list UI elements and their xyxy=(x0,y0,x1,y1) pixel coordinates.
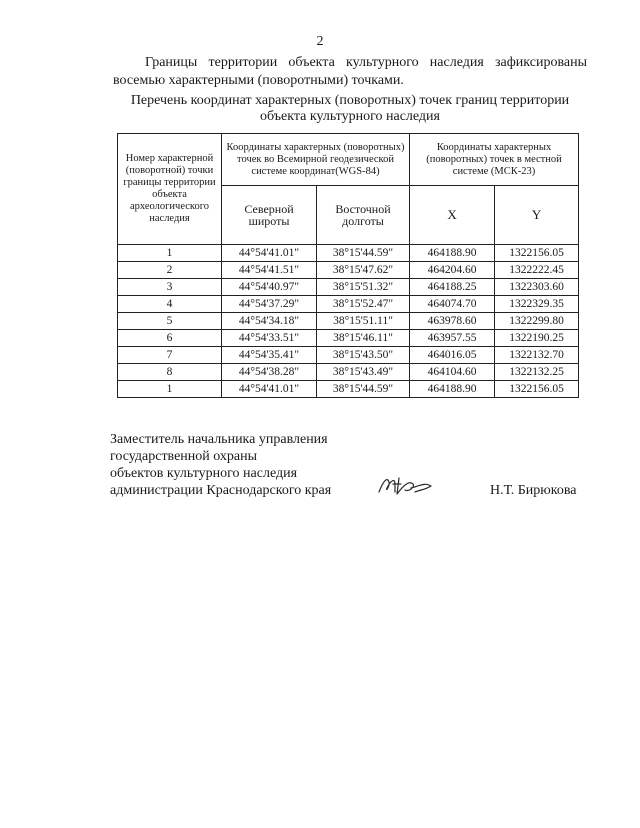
header-msk23: Координаты характерных (поворотных) точек в местной системе (МСК-23) xyxy=(410,134,579,186)
table-title xyxy=(113,93,587,125)
cell-latitude: 44°54'41.01" xyxy=(222,245,317,262)
cell-x: 464016.05 xyxy=(410,347,495,364)
coordinates-table xyxy=(117,133,579,398)
cell-x: 464188.90 xyxy=(410,245,495,262)
cell-point-number: 4 xyxy=(118,296,222,313)
cell-longitude: 38°15'43.49" xyxy=(317,364,410,381)
cell-longitude: 38°15'46.11" xyxy=(317,330,410,347)
cell-longitude: 38°15'52.47" xyxy=(317,296,410,313)
cell-latitude: 44°54'35.41" xyxy=(222,347,317,364)
header-longitude: Восточной долготы xyxy=(317,186,410,245)
cell-longitude: 38°15'51.11" xyxy=(317,313,410,330)
table-row xyxy=(118,381,579,398)
cell-point-number: 5 xyxy=(118,313,222,330)
cell-latitude: 44°54'33.51" xyxy=(222,330,317,347)
table-row xyxy=(118,330,579,347)
position-line-4: администрации Краснодарского края xyxy=(110,483,332,498)
cell-latitude: 44°54'40.97" xyxy=(222,279,317,296)
cell-point-number: 7 xyxy=(118,347,222,364)
position-line-1: Заместитель начальника управления xyxy=(110,432,328,447)
header-wgs84: Координаты характерных (поворотных) точек во Всемирной геодезической системе координат(WGS-84) xyxy=(222,134,410,186)
cell-point-number: 2 xyxy=(118,262,222,279)
cell-latitude: 44°54'41.51" xyxy=(222,262,317,279)
cell-x: 464188.90 xyxy=(410,381,495,398)
cell-point-number: 1 xyxy=(118,245,222,262)
cell-y: 1322299.80 xyxy=(495,313,579,330)
table-row xyxy=(118,279,579,296)
page-number: 2 xyxy=(316,34,324,49)
cell-longitude: 38°15'47.62" xyxy=(317,262,410,279)
cell-x: 464188.25 xyxy=(410,279,495,296)
cell-y: 1322222.45 xyxy=(495,262,579,279)
cell-y: 1322156.05 xyxy=(495,381,579,398)
cell-latitude: 44°54'38.28" xyxy=(222,364,317,381)
signatory-name: Н.Т. Бирюкова xyxy=(490,483,577,498)
cell-latitude: 44°54'41.01" xyxy=(222,381,317,398)
table-row xyxy=(118,296,579,313)
table-row xyxy=(118,347,579,364)
cell-point-number: 8 xyxy=(118,364,222,381)
cell-point-number: 6 xyxy=(118,330,222,347)
table-row xyxy=(118,262,579,279)
cell-longitude: 38°15'44.59" xyxy=(317,381,410,398)
table-row xyxy=(118,313,579,330)
cell-y: 1322156.05 xyxy=(495,245,579,262)
cell-longitude: 38°15'43.50" xyxy=(317,347,410,364)
intro-paragraph: Границы территории объекта культурного наследия зафиксированы восемью характерными (поворотными) точками. xyxy=(113,55,587,88)
header-latitude: Северной широты xyxy=(222,186,317,245)
cell-longitude: 38°15'44.59" xyxy=(317,245,410,262)
cell-y: 1322190.25 xyxy=(495,330,579,347)
table-row xyxy=(118,245,579,262)
cell-x: 464104.60 xyxy=(410,364,495,381)
cell-latitude: 44°54'37.29" xyxy=(222,296,317,313)
cell-y: 1322132.70 xyxy=(495,347,579,364)
cell-point-number: 3 xyxy=(118,279,222,296)
cell-y: 1322132.25 xyxy=(495,364,579,381)
cell-latitude: 44°54'34.18" xyxy=(222,313,317,330)
cell-y: 1322329.35 xyxy=(495,296,579,313)
cell-y: 1322303.60 xyxy=(495,279,579,296)
header-y: Y xyxy=(495,186,579,245)
table-row xyxy=(118,364,579,381)
position-line-3: объектов культурного наследия xyxy=(110,466,298,481)
cell-x: 463957.55 xyxy=(410,330,495,347)
signatory-position xyxy=(110,431,370,499)
position-line-2: государственной охраны xyxy=(110,449,258,464)
handwritten-signature-icon xyxy=(375,470,435,500)
cell-x: 464204.60 xyxy=(410,262,495,279)
cell-longitude: 38°15'51.32" xyxy=(317,279,410,296)
cell-x: 463978.60 xyxy=(410,313,495,330)
cell-point-number: 1 xyxy=(118,381,222,398)
table-title-line-2: объекта культурного наследия xyxy=(260,109,440,124)
cell-x: 464074.70 xyxy=(410,296,495,313)
table-title-line-1: Перечень координат характерных (поворотных) точек границ территории xyxy=(130,93,570,108)
header-x: X xyxy=(410,186,495,245)
header-point-number: Номер характерной (поворотной) точки границы территории объекта археологического наследия xyxy=(118,134,222,245)
